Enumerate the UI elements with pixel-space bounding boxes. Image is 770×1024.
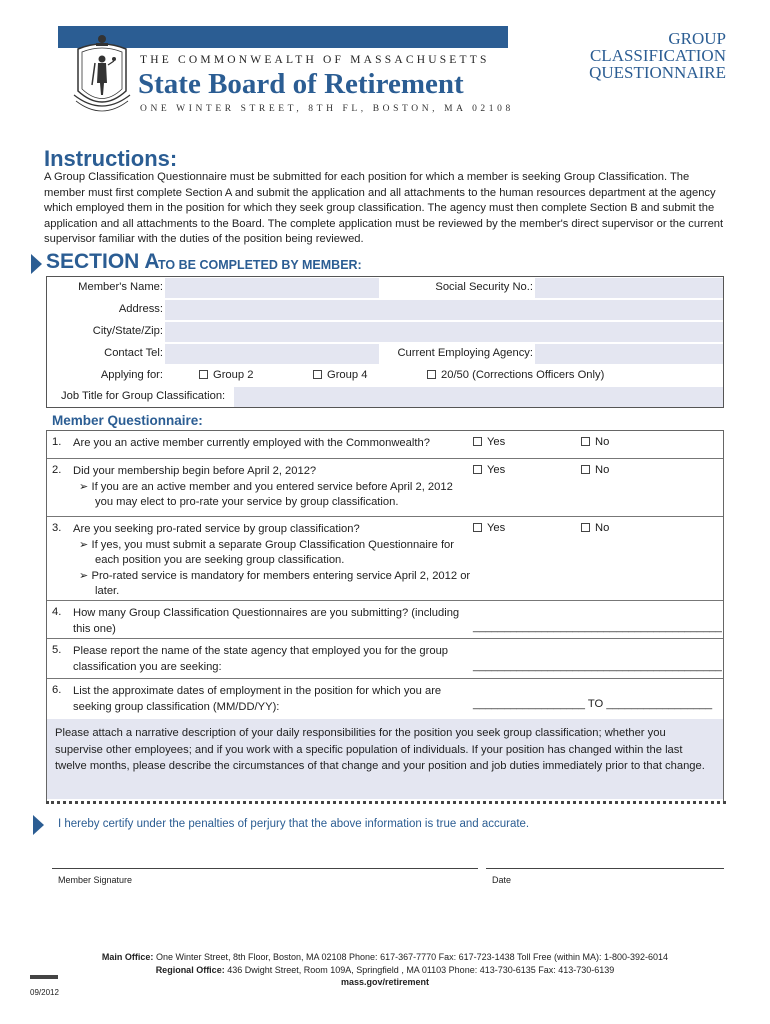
question-row xyxy=(47,679,723,719)
contact-tel-label: Contact Tel: xyxy=(104,347,163,359)
form-title-line: GROUP xyxy=(668,29,726,48)
signature-line[interactable] xyxy=(52,868,478,869)
question-number: 4. xyxy=(52,606,62,618)
question-body: Did your membership begin before April 2, 2012? xyxy=(73,465,317,477)
form-title-line: QUESTIONNAIRE xyxy=(589,63,726,82)
date-line[interactable] xyxy=(486,868,724,869)
main-office-text: One Winter Street, 8th Floor, Boston, MA 02108 Phone: 617-367-7770 Fax: 617-723-1438 Toll Free (within MA): 1-800-392-6014 xyxy=(155,952,669,962)
address-label: Address: xyxy=(118,303,163,315)
question-row xyxy=(47,517,723,601)
section-a-title: SECTION A xyxy=(46,250,160,273)
arrow-bullet-icon: ➢ xyxy=(79,538,92,551)
employing-agency-field[interactable] xyxy=(535,344,723,364)
question-bullet xyxy=(73,480,473,511)
yes-option[interactable] xyxy=(473,464,505,476)
yes-option[interactable] xyxy=(473,522,505,534)
job-title-label: Job Title for Group Classification: xyxy=(61,390,226,402)
regional-office-line xyxy=(20,964,750,977)
question-number: 1. xyxy=(52,436,62,448)
narrative-instructions: Please attach a narrative description of your daily responsibilities for the position you seek group classification; whether you supervise other employees; and if you work with a specific population of individuals. If your position has changed within the last twelve months, please describe the circumstances of that change and your position and job duties immediately prior to that change. xyxy=(47,719,723,799)
question-row xyxy=(47,601,723,639)
instructions-heading: Instructions: xyxy=(44,146,178,171)
yes-label: Yes xyxy=(487,522,506,534)
regional-office-text: 436 Dwight Street, Room 109A, Springfield , MA 01103 Phone: 413-730-6135 Fax: 413-730-6139 xyxy=(227,964,615,975)
form-title xyxy=(546,30,726,81)
checkbox-icon[interactable] xyxy=(427,370,436,379)
regional-office-label: Regional Office: xyxy=(155,964,225,975)
question-text: Please report the name of the state agency that employed you for the group classification you are seeking: xyxy=(73,645,449,673)
footer-bar xyxy=(30,975,58,979)
city-state-zip-label: City/State/Zip: xyxy=(92,325,163,337)
members-name-label: Member's Name: xyxy=(78,281,163,293)
ssn-field[interactable] xyxy=(535,278,723,298)
checkbox-icon[interactable] xyxy=(581,523,590,532)
main-office-line xyxy=(20,951,750,964)
checkbox-icon[interactable] xyxy=(473,523,482,532)
no-option[interactable] xyxy=(581,522,609,534)
checkbox-icon[interactable] xyxy=(581,437,590,446)
members-name-field[interactable] xyxy=(165,278,379,298)
section-arrow-icon xyxy=(31,254,42,274)
arrow-bullet-icon: ➢ xyxy=(79,480,92,493)
yes-option[interactable] xyxy=(473,436,505,448)
board-name: State Board of Retirement xyxy=(138,68,464,100)
option-group-4[interactable] xyxy=(313,369,367,381)
member-info-box xyxy=(46,276,724,408)
contact-tel-field[interactable] xyxy=(165,344,379,364)
question-body: Are you seeking pro-rated service by group classification? xyxy=(73,523,360,535)
question-number: 3. xyxy=(52,522,62,534)
website-link[interactable]: mass.gov/retirement xyxy=(340,977,430,987)
answer-line[interactable]: ________________________________________ xyxy=(473,621,722,633)
question-row xyxy=(47,639,723,679)
bullet-text: If yes, you must submit a separate Group Classification Questionnaire for each position you are seeking group classification. xyxy=(91,538,455,567)
arrow-bullet-icon: ➢ xyxy=(79,569,92,582)
question-text xyxy=(73,436,473,452)
yes-label: Yes xyxy=(487,464,506,476)
signature-label: Member Signature xyxy=(58,875,133,885)
address-field[interactable] xyxy=(165,300,723,320)
question-row xyxy=(47,431,723,459)
form-title-line: CLASSIFICATION xyxy=(589,46,726,65)
question-text: List the approximate dates of employment in the position for which you are seeking group classification (MM/DD/YY): xyxy=(73,685,442,713)
yes-label: Yes xyxy=(487,436,506,448)
question-number: 2. xyxy=(52,464,62,476)
massachusetts-seal-icon xyxy=(70,33,134,119)
checkbox-icon[interactable] xyxy=(199,370,208,379)
instructions-text: A Group Classification Questionnaire must be submitted for each position for which a member is seeking Group Classification. The member must first complete Section A and submit the application and all attachments to the human resources department at the agency which employed them in the position for which they seek group classification. The agency must then complete Section B and submit the application and all attachments to the Board. The complete application must be reviewed by the member's direct supervisor or the current supervisor familiar with the duties of the position being reviewed. xyxy=(44,171,724,245)
no-option[interactable] xyxy=(581,436,609,448)
bullet-text: If you are an active member and you entered service before April 2, 2012 you may elect to pro-rate your service by group classification. xyxy=(91,480,453,509)
applying-for-label: Applying for: xyxy=(100,369,163,381)
answer-line[interactable]: ________________________________________ xyxy=(473,660,722,672)
question-bullet xyxy=(73,569,473,600)
certify-arrow-icon xyxy=(33,815,44,835)
checkbox-icon[interactable] xyxy=(473,465,482,474)
employing-agency-label: Current Employing Agency: xyxy=(397,347,533,359)
question-bullet xyxy=(73,538,473,569)
option-20-50[interactable] xyxy=(427,369,604,381)
dotted-divider xyxy=(46,801,726,804)
commonwealth-text: THE COMMONWEALTH OF MASSACHUSETTS xyxy=(140,54,490,66)
website-line xyxy=(20,976,750,989)
section-a-subtitle: TO BE COMPLETED BY MEMBER: xyxy=(158,258,362,272)
answer-line[interactable]: __________________ TO _________________ xyxy=(473,698,713,710)
job-title-field[interactable] xyxy=(234,387,723,407)
certification-text: I hereby certify under the penalties of perjury that the above information is true and accurate. xyxy=(58,818,530,830)
question-text xyxy=(73,464,473,511)
form-date-code: 09/2012 xyxy=(30,988,59,997)
option-group-2[interactable] xyxy=(199,369,253,381)
main-office-label: Main Office: xyxy=(101,952,154,962)
no-label: No xyxy=(595,522,610,534)
questionnaire-heading: Member Questionnaire: xyxy=(52,413,203,428)
question-number: 6. xyxy=(52,684,62,696)
date-label: Date xyxy=(492,875,512,885)
option-label: Group 4 xyxy=(327,369,368,381)
footer xyxy=(20,951,750,989)
city-state-zip-field[interactable] xyxy=(165,322,723,342)
checkbox-icon[interactable] xyxy=(581,465,590,474)
question-text xyxy=(73,522,473,600)
no-option[interactable] xyxy=(581,464,609,476)
bullet-text: Pro-rated service is mandatory for members entering service April 2, 2012 or later. xyxy=(91,569,471,598)
option-label: 20/50 (Corrections Officers Only) xyxy=(441,369,605,381)
option-label: Group 2 xyxy=(213,369,254,381)
question-row xyxy=(47,459,723,517)
no-label: No xyxy=(595,436,610,448)
question-number: 5. xyxy=(52,644,62,656)
board-address: ONE WINTER STREET, 8TH FL, BOSTON, MA 02108 xyxy=(140,104,514,114)
question-body: Are you an active member currently employed with the Commonwealth? xyxy=(73,437,430,449)
checkbox-icon[interactable] xyxy=(473,437,482,446)
checkbox-icon[interactable] xyxy=(313,370,322,379)
question-text: How many Group Classification Questionnaires are you submitting? (including this one) xyxy=(73,607,460,635)
ssn-label: Social Security No.: xyxy=(435,281,533,293)
no-label: No xyxy=(595,464,610,476)
